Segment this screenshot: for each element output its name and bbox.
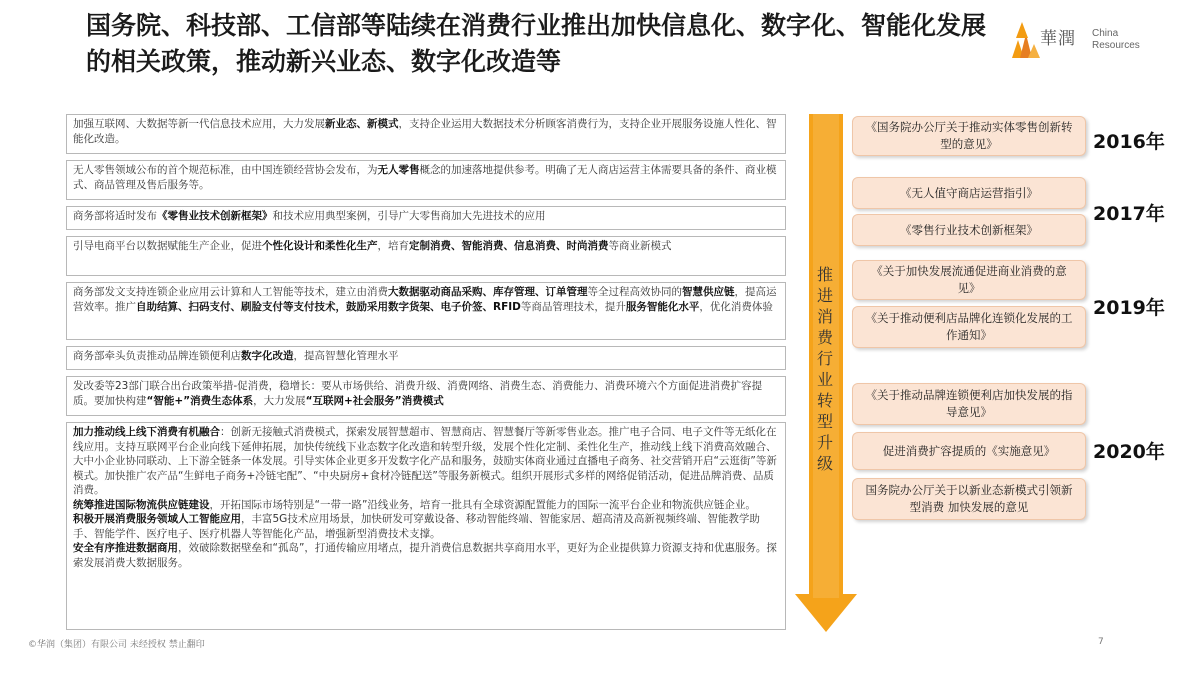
year-label: 2019年 [1093,297,1165,319]
emphasis-text: 加力推动线上线下消费有机融合 [73,426,220,438]
logo-chinese-text: 華潤 [1040,29,1076,49]
emphasis-text: 新业态、新模式 [325,118,399,130]
arrow-label: 推进消费行业转型升级 [816,265,833,473]
policy-paragraph [73,541,779,570]
year-label: 2020年 [1093,441,1165,463]
policy-detail-item [66,160,786,200]
emphasis-text: 安全有序推进数据商用 [73,542,178,554]
policy-paragraph [73,512,779,541]
emphasis-text: 无人零售 [377,164,420,176]
body-text: 概念的加速落地提供参考。明确了无人商店运营主体需要具备的条件、商业模式、商品管理及售后服务等。 [73,164,777,191]
emphasis-text: 定制消费、智能消费、信息消费、时尚消费 [409,240,609,252]
policy-detail-item [66,206,786,230]
page-number: 7 [1098,637,1104,647]
policy-detail-item [66,422,786,630]
emphasis-text: 积极开展消费服务领域人工智能应用 [73,513,241,525]
body-text: ，提高运营效率。推广 [73,286,777,313]
emphasis-text: 数字化改造 [241,350,294,362]
body-text: 商务部牵头负责推动品牌连锁便利店 [73,350,241,362]
emphasis-text: 服务智能化水平 [625,301,700,313]
emphasis-text: 个性化设计和柔性化生产 [262,240,378,252]
body-text: ，丰富5G技术应用场景，加快研发可穿戴设备、移动智能终端、智能家居、超高清及高新视频终端、智能教学助手、智能学件、医疗电子、医疗机器人等智能化产品，增强新型消费技术支撑。 [73,513,760,540]
body-text: 商务部发文支持连锁企业应用云计算和人工智能等技术，建立由消费 [73,286,388,298]
body-text: 和技术应用典型案例，引导广大零售商加大先进技术的应用 [272,210,546,222]
year-label: 2016年 [1093,131,1165,153]
body-text: 商务部将适时发布 [73,210,157,222]
body-text: ，优化消费体验 [699,301,773,313]
body-text: 发改委等23部门联合出台政策举措-促消费，稳增长：要从市场供给、消费升级、消费网络、消费生态、消费能力、消费环境六个方面促进消费扩容提质。要加快构建 [73,380,763,407]
policy-title-card: 促进消费扩容提质的《实施意见》 [852,432,1086,470]
policy-title-card: 《国务院办公厅关于推动实体零售创新转型的意见》 [852,116,1086,156]
policy-paragraph [73,425,779,498]
policy-detail-item [66,282,786,340]
policy-title-card: 《关于推动便利店品牌化连锁化发展的工作通知》 [852,306,1086,348]
body-text: ，大力发展 [253,395,306,407]
logo-english-text: China Resources [1092,28,1140,51]
body-text: ，提高智慧化管理水平 [293,350,399,362]
policy-title-card: 《关于推动品牌连锁便利店加快发展的指导意见》 [852,383,1086,425]
body-text: ，培育 [377,240,409,252]
copyright-text: ©华润（集团）有限公司 未经授权 禁止翻印 [28,640,205,650]
policy-title-card: 《无人值守商店运营指引》 [852,177,1086,209]
body-text: 无人零售领域公布的首个规范标准，由中国连锁经营协会发布，为 [73,164,378,176]
policy-detail-item [66,346,786,370]
body-text: ，效破除数据壁垒和“孤岛”，打通传输应用堵点，提升消费信息数据共享商用水平，更好为企业提供算力资源支持和优惠服务。探索发展消费大数据服务。 [73,542,777,569]
emphasis-text: “智能+”消费生态体系 [146,395,254,407]
year-label: 2017年 [1093,203,1165,225]
policy-title-card: 《零售行业技术创新框架》 [852,214,1086,246]
body-text: 加强互联网、大数据等新一代信息技术应用，大力发展 [73,118,325,130]
body-text: ，支持企业运用大数据技术分析顾客消费行为，支持企业开展服务设施人性化、智能化改造。 [73,118,777,145]
body-text: 引导电商平台以数据赋能生产企业，促进 [73,240,262,252]
emphasis-text: 大数据驱动商品采购、库存管理、订单管理 [388,286,588,298]
policy-title-card: 《关于加快发展流通促进商业消费的意见》 [852,260,1086,300]
emphasis-text: 自助结算、扫码支付、刷脸支付等支付技术，鼓励采用数字货架、电子价签、RFID [136,301,521,313]
body-text: ，开拓国际市场特别是“一带一路”沿线业务，培育一批具有全球资源配置能力的国际一流平台企业和物流供应链企业。 [209,498,756,511]
body-text: 等商业新模式 [608,240,672,252]
body-text: 等商品管理技术，提升 [520,301,626,313]
policy-detail-item [66,376,786,416]
emphasis-text: “互联网+社会服务”消费模式 [305,395,444,407]
emphasis-text: 智慧供应链 [682,286,735,298]
emphasis-text: 《零售业技术创新框架》 [157,210,273,222]
body-text: ：创新无接触式消费模式，探索发展智慧超市、智慧商店、智慧餐厅等新零售业态。推广电子合同、电子文件等无纸化在线应用。支持互联网平台企业向线下延伸拓展，加快传统线下业态数字化改造和转型升级，发展个性化定制、柔性化生产，推动线上线下消费高效融合、大中小企业协同联动、上下游全链条一体发展。引导实体企业更多开发数字化产品和服务，鼓励实体商业通过直播电子商务、社交营销开启“云逛街”等新模式。加快推广农产品“生鲜电子商务+冷链宅配”、“中央厨房+食材冷链配送”等服务新模式。组织开展形式多样的网络促销活动，促进品牌消费、品质消费。 [73,426,777,496]
policy-detail-item [66,236,786,276]
policy-title-card: 国务院办公厅关于以新业态新模式引领新型消费 加快发展的意见 [852,478,1086,520]
body-text: 等全过程高效协同的 [587,286,682,298]
policy-paragraph [73,498,779,513]
logo-mark-icon [1010,18,1040,60]
page-title: 国务院、科技部、工信部等陆续在消费行业推出加快信息化、数字化、智能化发展的相关政策，推动新兴业态、数字化改造等 [86,11,987,76]
china-resources-logo [1010,18,1150,62]
emphasis-text: 统筹推进国际物流供应链建设 [73,498,210,511]
policy-detail-item [66,114,786,154]
